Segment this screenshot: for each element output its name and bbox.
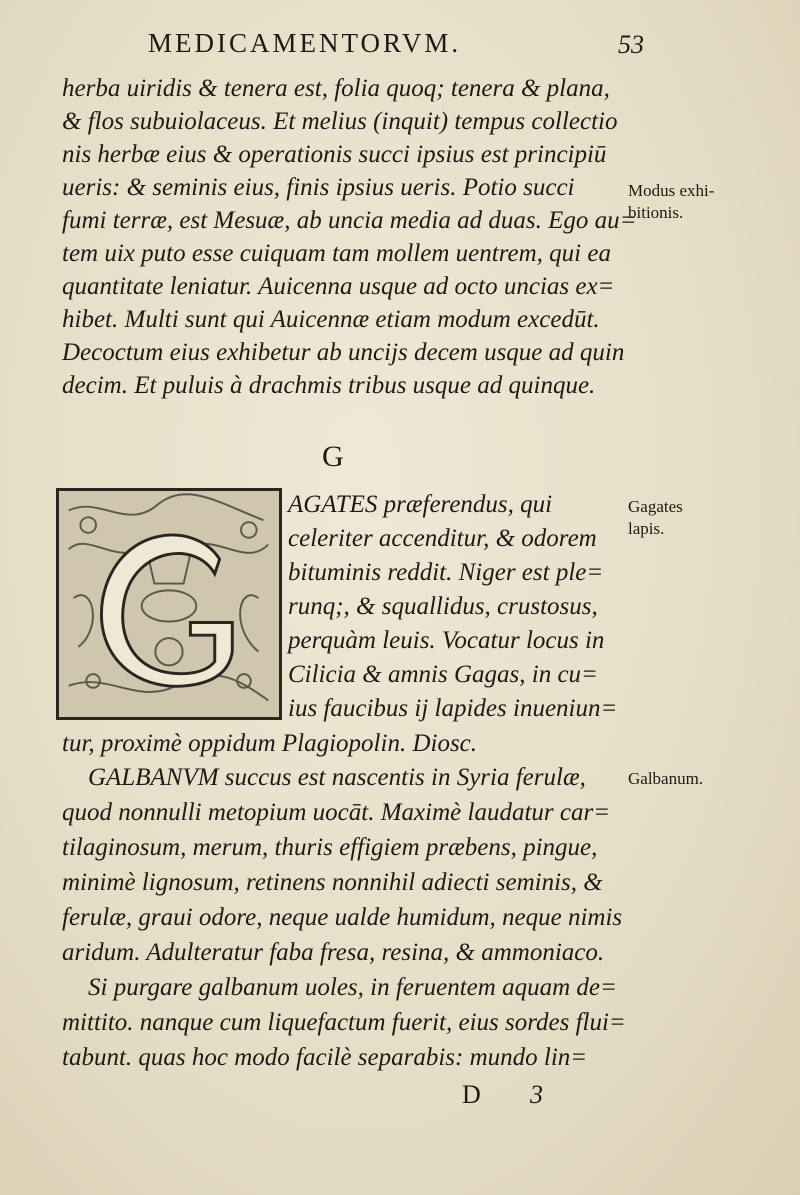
text-line: Cilicia & amnis Gagas, in cu= bbox=[288, 661, 598, 688]
signature-letter: D bbox=[462, 1080, 481, 1109]
text-line: herba uiridis & tenera est, folia quoq; tenera & plana, bbox=[62, 75, 610, 102]
text-line: mittito. nanque cum liquefactum fuerit, eius sordes flui= bbox=[62, 1009, 626, 1036]
text-line: ferulæ, graui odore, neque ualde humidum, neque nimis bbox=[62, 904, 623, 931]
text-line: runq;, & squallidus, crustosus, bbox=[288, 593, 598, 620]
text-line: Decoctum eius exhibetur ab uncijs decem usque ad quin bbox=[62, 339, 625, 366]
text-line: fumi terræ, est Mesuæ, ab uncia media ad duas. Ego au= bbox=[62, 207, 637, 234]
text-line: celeriter accenditur, & odorem bbox=[288, 525, 597, 552]
text-line: minimè lignosum, retinens nonnihil adiecti seminis, & bbox=[62, 869, 603, 896]
text-line: & flos subuiolaceus. Et melius (inquit) tempus collectio bbox=[62, 108, 618, 135]
margin-note-galbanum: Galbanum. bbox=[628, 769, 704, 788]
text-line: Si purgare galbanum uoles, in feruentem aquam de= bbox=[88, 974, 617, 1001]
text-line: ueris: & seminis eius, finis ipsius ueris. Potio succi bbox=[62, 174, 575, 201]
margin-note-modus-1: Modus exhi- bbox=[628, 181, 715, 200]
margin-note-modus-2: bitionis. bbox=[628, 203, 684, 222]
text-line: bituminis reddit. Niger est ple= bbox=[288, 559, 604, 586]
text-line: quantitate leniatur. Auicenna usque ad octo uncias ex= bbox=[62, 273, 615, 300]
text-line: decim. Et puluis à drachmis tribus usque ad quinque. bbox=[62, 372, 596, 399]
running-title: MEDICAMENTORVM. bbox=[148, 28, 462, 58]
text-line: tilaginosum, merum, thuris effigiem præbens, pingue, bbox=[62, 834, 598, 861]
text-line: ius faucibus ij lapides inueniun= bbox=[288, 695, 618, 722]
text-line: aridum. Adulteratur faba fresa, resina, & ammoniaco. bbox=[62, 939, 605, 966]
text-line: tabunt. quas hoc modo facilè separabis: mundo lin= bbox=[62, 1044, 588, 1071]
text-line: tur, proximè oppidum Plagiopolin. Diosc. bbox=[62, 730, 478, 757]
text-line: quod nonnulli metopium uocāt. Maximè laudatur car= bbox=[62, 799, 611, 826]
text-line: hibet. Multi sunt qui Auicennæ etiam modum excedūt. bbox=[62, 306, 600, 333]
text-line: tem uix puto esse cuiquam tam mollem uentrem, qui ea bbox=[62, 240, 611, 267]
text-line: perquàm leuis. Vocatur locus in bbox=[288, 627, 605, 654]
section-letter: G bbox=[322, 440, 344, 473]
text-line: AGATES præferendus, qui bbox=[288, 491, 553, 518]
text-line: GALBANVM succus est nascentis in Syria ferulæ, bbox=[88, 764, 586, 791]
signature-number: 3 bbox=[530, 1080, 543, 1109]
margin-note-gagates-2: lapis. bbox=[628, 519, 665, 538]
text-line: nis herbæ eius & operationis succi ipsius est principiū bbox=[62, 141, 607, 168]
page-number: 53 bbox=[618, 30, 644, 59]
decorated-initial-g bbox=[56, 488, 282, 720]
margin-note-gagates-1: Gagates bbox=[628, 497, 683, 516]
